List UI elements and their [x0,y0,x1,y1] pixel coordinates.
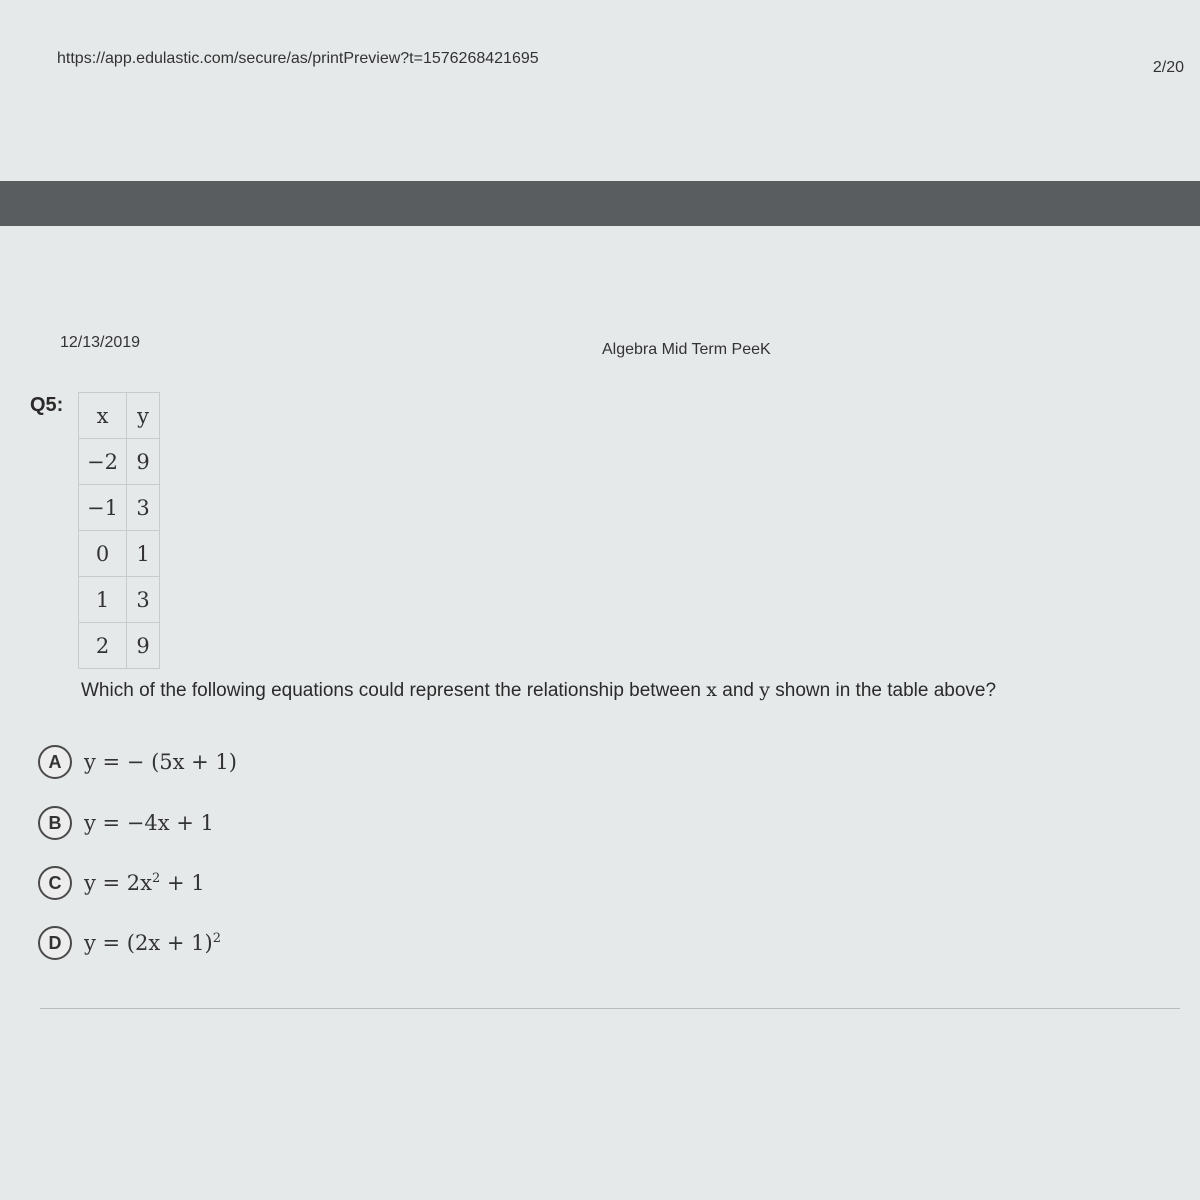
choice-a-equation: y = − (5x + 1) [84,750,237,774]
xy-table [78,392,160,669]
table-cell-y: 9 [127,439,160,485]
table-row [79,577,160,623]
table-cell-x: 1 [79,577,127,623]
table-header-x: x [79,393,127,439]
assessment-title: Algebra Mid Term PeeK [602,341,771,358]
table-header-row [79,393,160,439]
choice-d-exponent: 2 [212,931,221,946]
choice-d-equation [84,931,221,955]
choice-a[interactable] [38,742,237,782]
prompt-var-y: y [759,679,770,701]
table-cell-y: 3 [127,577,160,623]
choice-b-badge[interactable]: B [38,806,72,840]
choice-c-exponent: 2 [152,871,161,886]
choice-d-badge[interactable]: D [38,926,72,960]
prompt-var-x: x [706,679,717,701]
table-header-y: y [127,393,160,439]
choice-c-rest: + 1 [160,871,205,895]
table-cell-y: 9 [127,623,160,669]
print-date: 12/13/2019 [60,334,141,351]
table-cell-x: 2 [79,623,127,669]
table-row [79,623,160,669]
page-separator-bar [0,181,1200,226]
choice-c-badge[interactable]: C [38,866,72,900]
page-url: https://app.edulastic.com/secure/as/printPreview?t=1576268421695 [57,50,539,67]
prompt-text: Which of the following equations could represent the relationship between [81,680,707,701]
table-row [79,439,160,485]
choice-c[interactable] [38,863,205,903]
question-prompt [81,679,996,702]
page-indicator: 2/20 [1152,59,1184,76]
prompt-text: shown in the table above? [770,680,997,701]
choice-c-equation [84,871,205,895]
choice-a-badge[interactable]: A [38,745,72,779]
question-number: Q5: [30,394,64,416]
table-row [79,485,160,531]
table-cell-x: −2 [79,439,127,485]
choice-c-base: y = 2x [84,871,153,895]
prompt-text: and [717,680,760,701]
table-cell-x: −1 [79,485,127,531]
choice-b-equation: y = −4x + 1 [84,811,214,835]
choice-b[interactable] [38,803,214,843]
choice-d[interactable] [38,923,221,963]
table-cell-y: 3 [127,485,160,531]
table-cell-y: 1 [127,531,160,577]
table-cell-x: 0 [79,531,127,577]
choice-d-base: y = (2x + 1) [84,931,213,955]
question-divider [40,1008,1180,1009]
table-row [79,531,160,577]
